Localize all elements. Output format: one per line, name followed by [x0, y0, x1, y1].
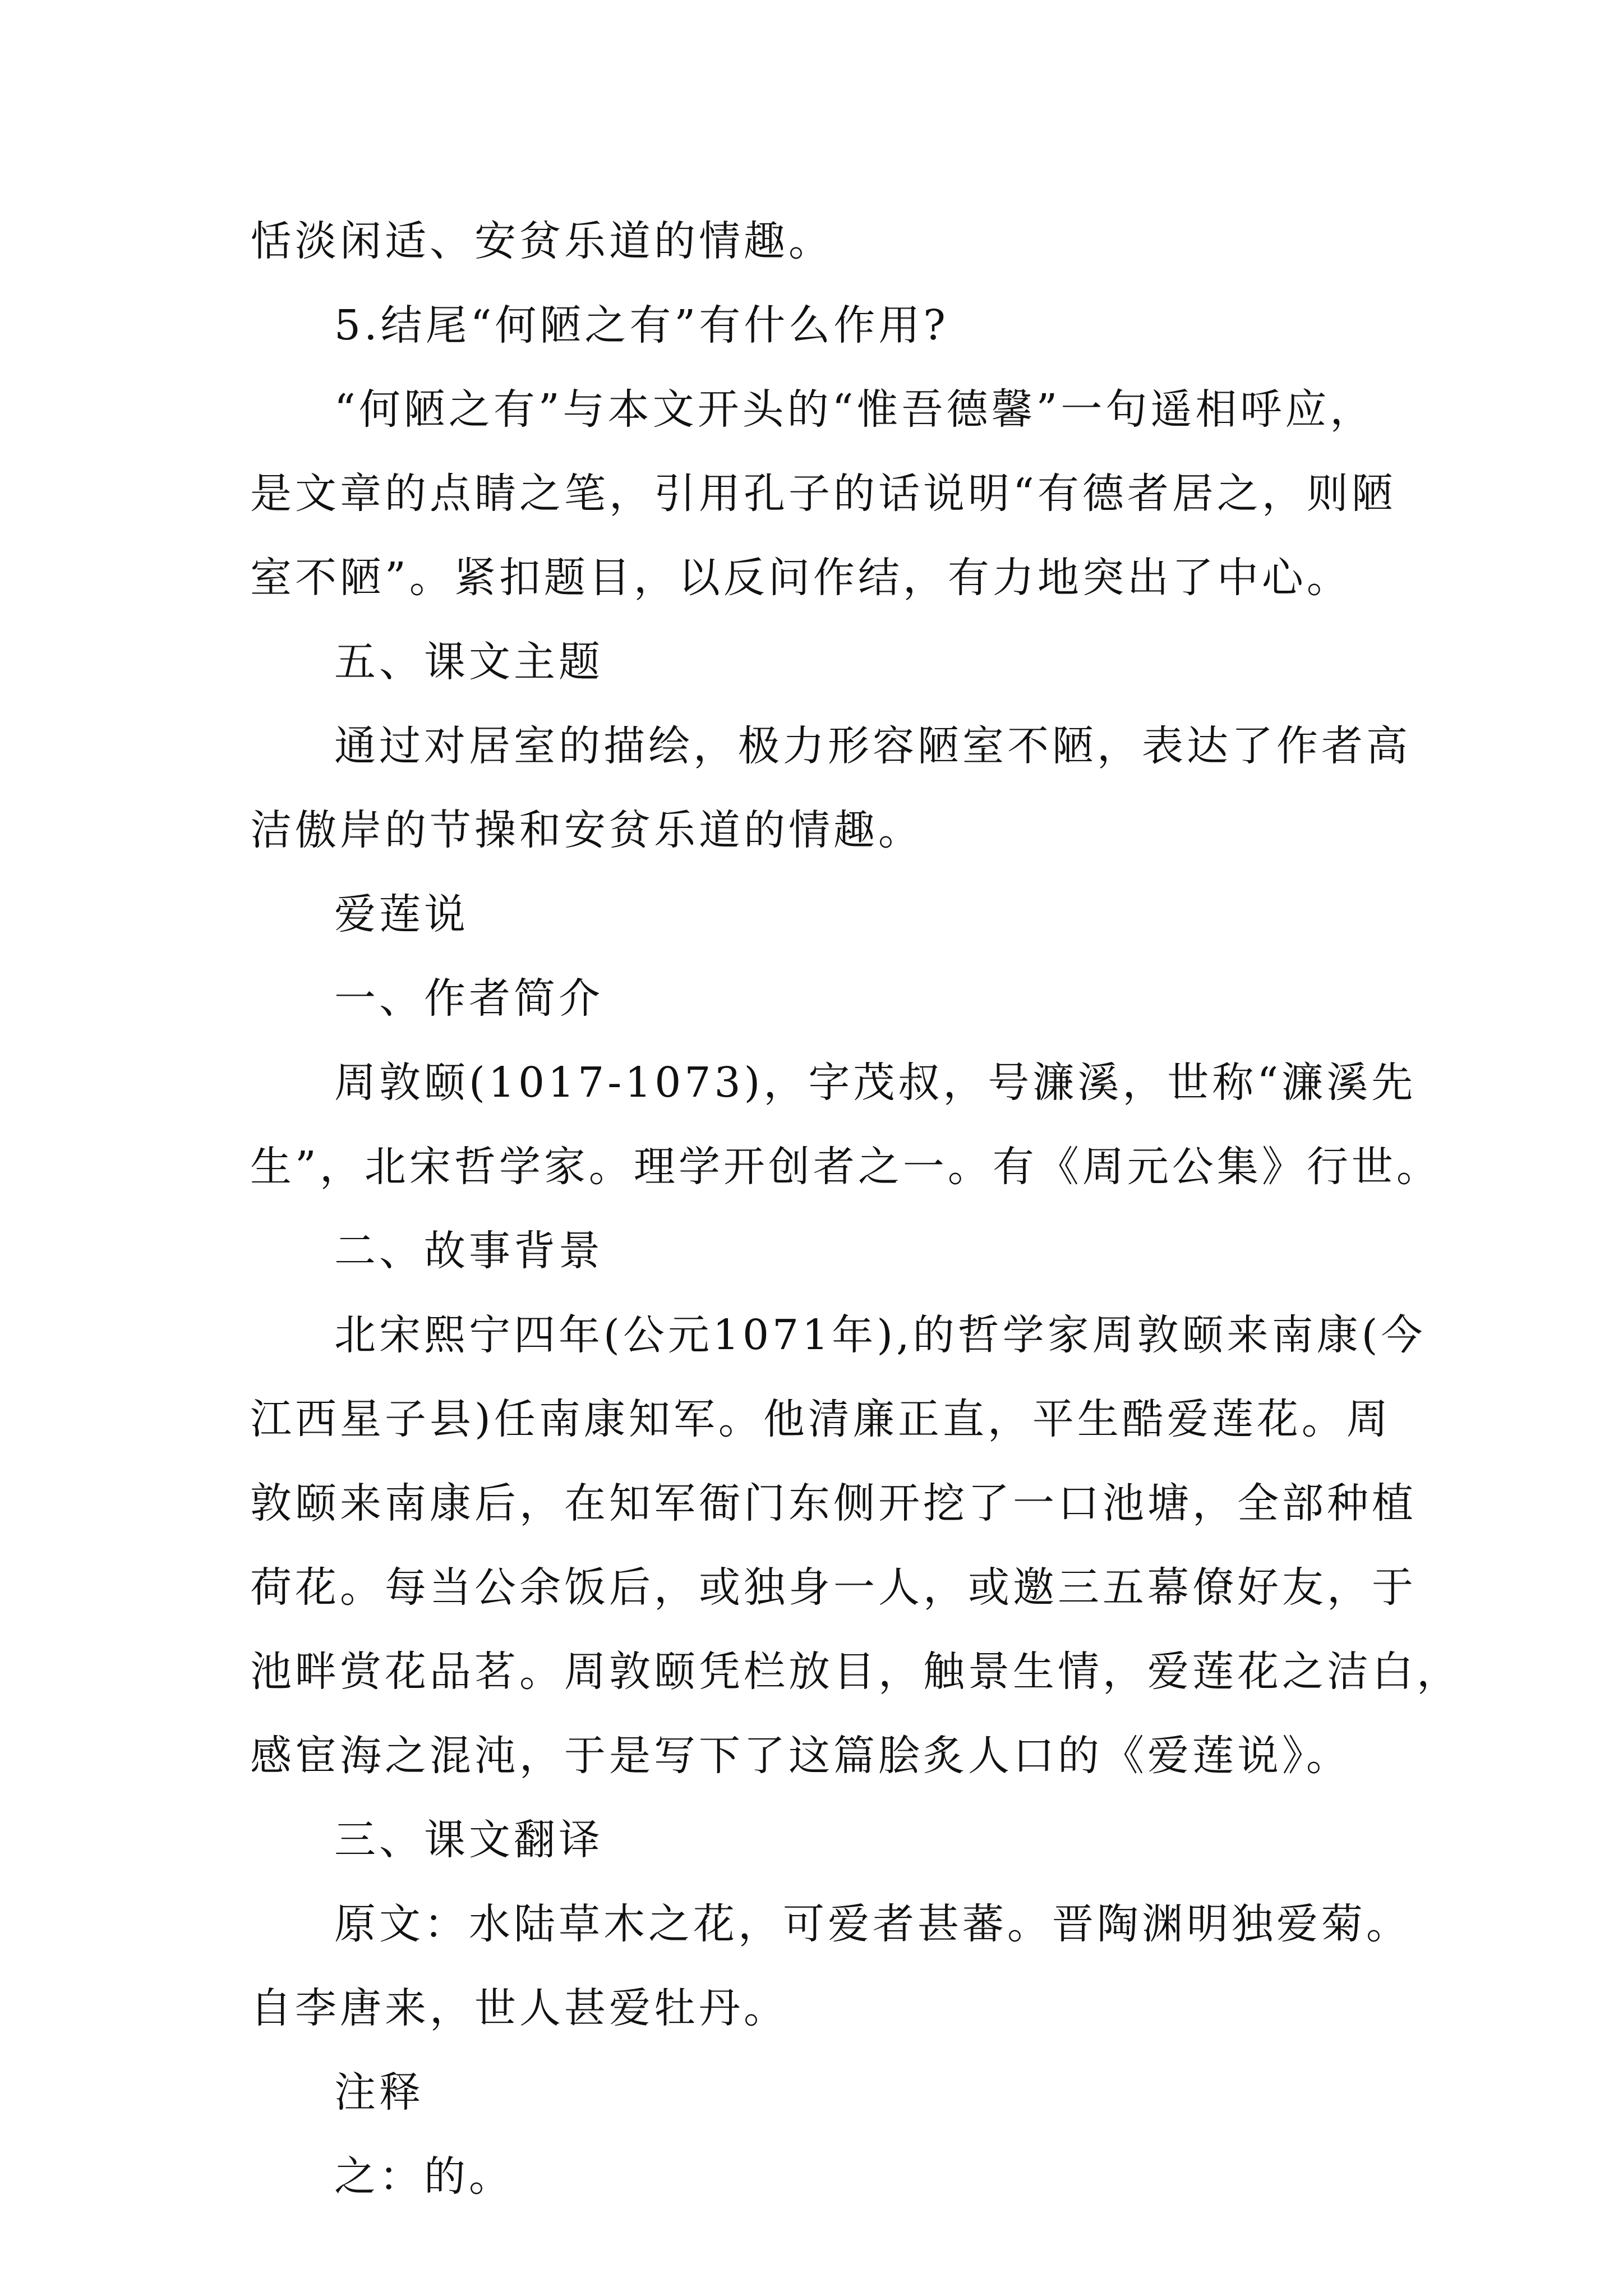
text-line: 感宦海之混沌，于是写下了这篇脍炙人口的《爱莲说》。 — [250, 1732, 1351, 1780]
text-line: 周敦颐(1017-1073)，字茂叔，号濂溪，世称“濂溪先 — [334, 1059, 1417, 1107]
text-line: 北宋熙宁四年(公元1071年),的哲学家周敦颐来南康(今 — [334, 1311, 1426, 1359]
section-heading: 五、课文主题 — [334, 638, 603, 686]
text-line: 荷花。每当公余饭后，或独身一人，或邀三五幕僚好友，于 — [250, 1563, 1417, 1612]
text-line: 敦颐来南康后，在知军衙门东侧开挖了一口池塘，全部种植 — [250, 1479, 1417, 1527]
text-line: 自李唐来，世人甚爱牡丹。 — [250, 1984, 789, 2032]
text-line: 江西星子县)任南康知军。他清廉正直，平生酷爱莲花。周 — [250, 1395, 1391, 1443]
text-line: 恬淡闲适、安贫乐道的情趣。 — [250, 217, 833, 265]
section-heading: 二、故事背景 — [334, 1227, 603, 1275]
text-line: “何陋之有”与本文开头的“惟吾德馨”一句遥相呼应， — [334, 385, 1375, 434]
text-line: 是文章的点睛之笔，引用孔子的话说明“有德者居之，则陋 — [250, 470, 1396, 518]
text-line: 室不陋”。紧扣题目，以反问作结，有力地突出了中心。 — [250, 554, 1352, 602]
article-title: 爱莲说 — [334, 890, 469, 938]
text-line: 生”，北宋哲学家。理学开创者之一。有《周元公集》行世。 — [250, 1143, 1441, 1191]
text-line: 池畔赏花品茗。周敦颐凭栏放目，触景生情，爱莲花之洁白， — [250, 1648, 1461, 1696]
text-line: 通过对居室的描绘，极力形容陋室不陋，表达了作者高 — [334, 722, 1411, 770]
question-heading: 5.结尾“何陋之有”有什么作用? — [334, 301, 949, 349]
text-line: 洁傲岸的节操和安贫乐道的情趣。 — [250, 806, 923, 854]
section-heading: 一、作者简介 — [334, 974, 603, 1023]
section-heading: 三、课文翻译 — [334, 1816, 603, 1864]
text-line: 之：的。 — [334, 2152, 514, 2201]
text-line: 原文：水陆草木之花，可爱者甚蕃。晋陶渊明独爱菊。 — [334, 1900, 1411, 1948]
annotation-heading: 注释 — [334, 2068, 424, 2116]
